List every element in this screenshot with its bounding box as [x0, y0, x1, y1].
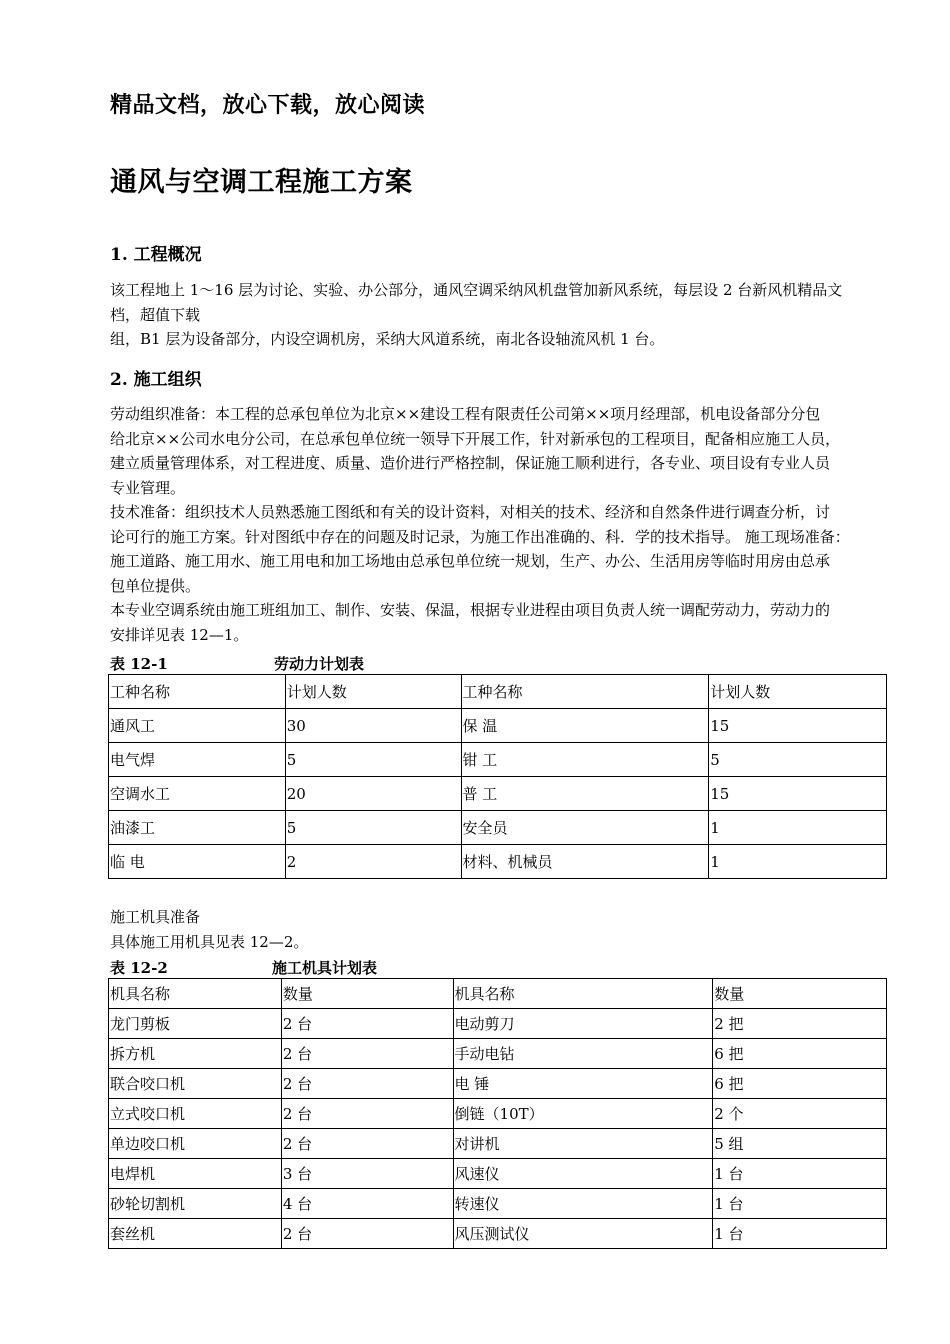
table2-caption-number: 表 12-2 — [110, 959, 168, 977]
header-cell: 工种名称 — [461, 675, 709, 709]
labor-plan-table — [108, 674, 887, 879]
table-cell: 1 台 — [713, 1219, 887, 1249]
table-row — [109, 1039, 887, 1069]
table-row — [109, 1129, 887, 1159]
text-line: 技术准备：组织技术人员熟悉施工图纸和有关的设计资料，对相关的技术、经济和自然条件进行调查分析，讨 — [110, 503, 831, 521]
table-cell: 1 台 — [713, 1159, 887, 1189]
table-cell: 转速仪 — [453, 1189, 713, 1219]
section-overview-text — [110, 278, 890, 352]
table-cell: 电焊机 — [109, 1159, 282, 1189]
table-cell: 1 台 — [713, 1189, 887, 1219]
table-cell: 5 — [285, 743, 461, 777]
table-cell: 单边咬口机 — [109, 1129, 282, 1159]
table-cell: 1 — [709, 811, 887, 845]
text-line: 施工道路、施工用水、施工用电和加工场地由总承包单位统一规划，生产、办公、生活用房等临时用房由总承 — [110, 552, 831, 570]
table-cell: 立式咬口机 — [109, 1099, 282, 1129]
document-header: 精品文档，放心下载，放心阅读 — [110, 92, 426, 118]
table-cell: 2 台 — [281, 1039, 453, 1069]
text-line: 安排详见表 12—1。 — [110, 625, 249, 644]
table-cell: 4 台 — [281, 1189, 453, 1219]
table-cell: 2 把 — [713, 1009, 887, 1039]
table-cell: 20 — [285, 777, 461, 811]
section-organization-text — [110, 402, 890, 647]
table-cell: 材料、机械员 — [461, 845, 709, 879]
equipment-plan-table — [108, 978, 887, 1249]
section-heading-organization: 2. 施工组织 — [110, 370, 202, 390]
table-cell: 电 锤 — [453, 1069, 713, 1099]
table-row — [109, 811, 887, 845]
table-cell: 5 — [709, 743, 887, 777]
text-line: 建立质量管理体系，对工程进度、质量、造价进行严格控制，保证施工顺利进行，各专业、项目设有专业人员 — [110, 454, 831, 472]
table-cell: 空调水工 — [109, 777, 286, 811]
table-row — [109, 1159, 887, 1189]
header-cell: 数量 — [281, 979, 453, 1009]
table-cell: 通风工 — [109, 709, 286, 743]
table1-caption — [110, 653, 365, 674]
table-cell: 6 把 — [713, 1069, 887, 1099]
header-cell: 机具名称 — [109, 979, 282, 1009]
table-cell: 15 — [709, 777, 887, 811]
text-line: 档，超值下载 — [110, 305, 201, 324]
table-cell: 2 个 — [713, 1099, 887, 1129]
table-cell: 拆方机 — [109, 1039, 282, 1069]
header-cell: 工种名称 — [109, 675, 286, 709]
table-cell: 电气焊 — [109, 743, 286, 777]
table-cell: 5 — [285, 811, 461, 845]
table-row — [109, 845, 887, 879]
table-cell: 砂轮切割机 — [109, 1189, 282, 1219]
section-heading-overview: 1. 工程概况 — [110, 245, 202, 265]
table-cell: 2 — [285, 845, 461, 879]
text-line: 该工程地上 1～16 层为讨论、实验、办公部分，通风空调采纳风机盘管加新风系统，每层设 2 台新风机精品文 — [110, 281, 843, 299]
table-cell: 倒链（10T） — [453, 1099, 713, 1129]
table-cell: 风压测试仪 — [453, 1219, 713, 1249]
table-cell: 手动电钻 — [453, 1039, 713, 1069]
text-line: 施工机具准备 — [110, 908, 201, 926]
table-cell: 15 — [709, 709, 887, 743]
text-line: 具体施工用机具见表 12—2。 — [110, 932, 309, 951]
table1-caption-name: 劳动力计划表 — [274, 655, 365, 673]
header-cell: 机具名称 — [453, 979, 713, 1009]
table-cell: 30 — [285, 709, 461, 743]
text-line: 劳动组织准备：本工程的总承包单位为北京××建设工程有限责任公司第××项月经理部，机电设备部分分包 — [110, 405, 821, 423]
table-row — [109, 1219, 887, 1249]
table-cell: 电动剪刀 — [453, 1009, 713, 1039]
table-cell: 2 台 — [281, 1129, 453, 1159]
header-cell: 数量 — [713, 979, 887, 1009]
table-row — [109, 709, 887, 743]
table-cell: 对讲机 — [453, 1129, 713, 1159]
table-cell: 3 台 — [281, 1159, 453, 1189]
table-cell: 6 把 — [713, 1039, 887, 1069]
table-cell: 钳 工 — [461, 743, 709, 777]
text-line: 专业管理。 — [110, 478, 186, 497]
table-row — [109, 1009, 887, 1039]
table-cell: 临 电 — [109, 845, 286, 879]
text-line: 包单位提供。 — [110, 576, 201, 595]
table-cell: 2 台 — [281, 1069, 453, 1099]
table-cell: 套丝机 — [109, 1219, 282, 1249]
table-cell: 油漆工 — [109, 811, 286, 845]
table-row — [109, 743, 887, 777]
table2-caption — [110, 957, 378, 978]
table-cell: 普 工 — [461, 777, 709, 811]
table2-caption-name: 施工机具计划表 — [272, 959, 378, 977]
table-cell: 2 台 — [281, 1009, 453, 1039]
page-title: 通风与空调工程施工方案 — [110, 167, 413, 198]
table-cell: 保 温 — [461, 709, 709, 743]
text-line: 组，B1 层为设备部分，内设空调机房，采纳大风道系统，南北各设轴流风机 1 台。 — [110, 330, 665, 348]
table-cell: 龙门剪板 — [109, 1009, 282, 1039]
text-line: 论可行的施工方案。针对图纸中存在的问题及时记录，为施工作出准确的、科．学的技术指导。 施工现场准备： — [110, 527, 850, 546]
table-cell: 2 台 — [281, 1219, 453, 1249]
table-row — [109, 1189, 887, 1219]
text-line: 本专业空调系统由施工班组加工、制作、安装、保温，根据专业进程由项目负责人统一调配劳动力，劳动力的 — [110, 601, 831, 619]
table-row — [109, 777, 887, 811]
table-cell: 联合咬口机 — [109, 1069, 282, 1099]
table1-caption-number: 表 12-1 — [110, 655, 168, 673]
table-cell: 安全员 — [461, 811, 709, 845]
table-cell: 2 台 — [281, 1099, 453, 1129]
table-row — [109, 1069, 887, 1099]
table-cell: 1 — [709, 845, 887, 879]
text-line: 给北京××公司水电分公司，在总承包单位统一领导下开展工作，针对新承包的工程项目，配备相应施工人员， — [110, 429, 841, 448]
table-cell: 风速仪 — [453, 1159, 713, 1189]
table-header-row — [109, 675, 887, 709]
table-cell: 5 组 — [713, 1129, 887, 1159]
header-cell: 计划人数 — [709, 675, 887, 709]
table-row — [109, 1099, 887, 1129]
tools-prep-text — [110, 905, 890, 954]
header-cell: 计划人数 — [285, 675, 461, 709]
table-header-row — [109, 979, 887, 1009]
